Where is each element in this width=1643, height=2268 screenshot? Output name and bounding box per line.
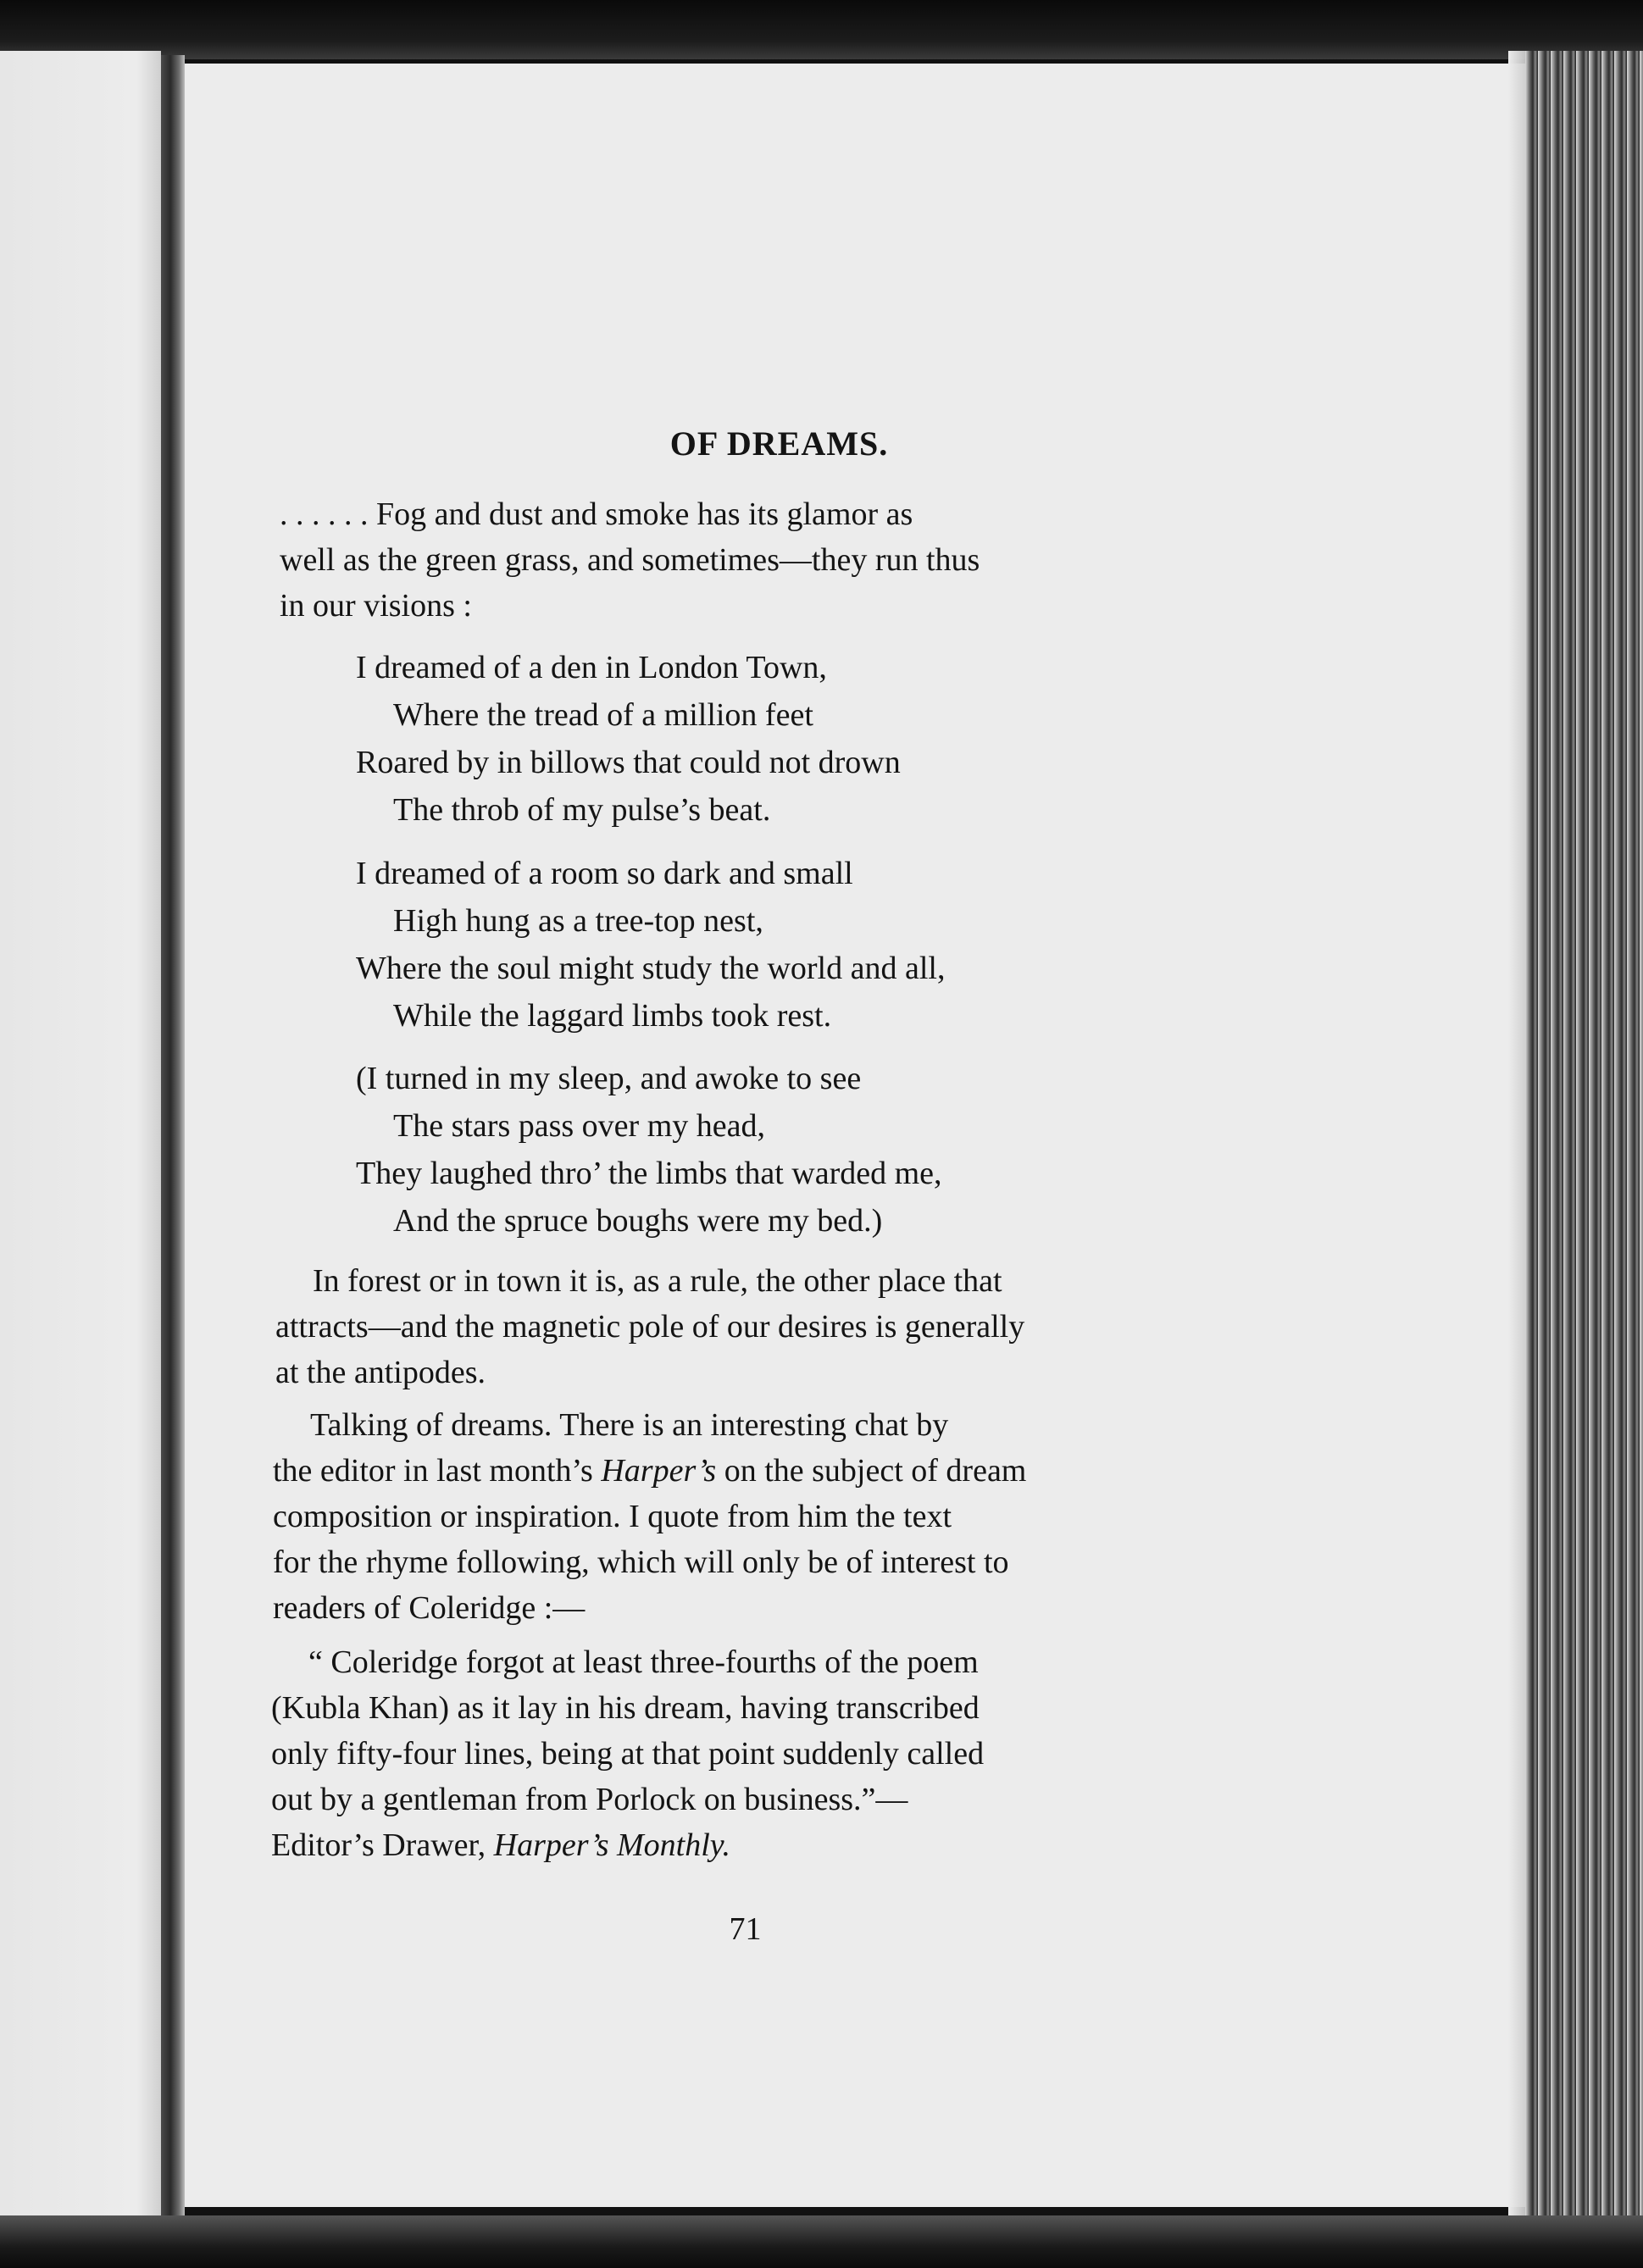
poem-line: While the laggard limbs took rest.	[393, 998, 832, 1034]
forest-line: at the antipodes.	[275, 1355, 486, 1390]
poem-line: They laughed thro’ the limbs that warded me,	[356, 1156, 942, 1191]
quote-line: (Kubla Khan) as it lay in his dream, having transcribed	[271, 1690, 980, 1726]
poem-line: Where the tread of a million feet	[393, 697, 813, 733]
quote-line: only fifty-four lines, being at that point suddenly called	[271, 1736, 985, 1772]
poem-stanza-3	[356, 1055, 942, 1245]
talking-line: composition or inspiration. I quote from him the text	[273, 1499, 952, 1534]
forest-line: In forest or in town it is, as a rule, the other place that	[313, 1263, 1002, 1299]
intro-line: in our visions :	[280, 588, 472, 624]
scan-bottom-border	[0, 2215, 1643, 2268]
talking-line-text: on the subject of dream	[716, 1453, 1027, 1489]
poem-stanza-1	[356, 644, 901, 834]
quote-attribution: Editor’s Drawer,	[271, 1827, 494, 1863]
poem-line: (I turned in my sleep, and awoke to see	[356, 1061, 862, 1096]
harpers-monthly-title: Harper’s Monthly.	[493, 1827, 731, 1863]
facing-page-margin	[0, 51, 161, 2220]
page-fore-edge	[1525, 51, 1643, 2237]
scan-top-border	[0, 0, 1643, 59]
poem-line: I dreamed of a room so dark and small	[356, 856, 853, 891]
intro-paragraph	[280, 491, 1237, 629]
poem-line: The stars pass over my head,	[393, 1108, 765, 1144]
talking-line: for the rhyme following, which will only be of interest to	[273, 1544, 1009, 1580]
coleridge-quote	[271, 1639, 1237, 1868]
talking-line-text: the editor in last month’s	[273, 1453, 602, 1489]
poem-stanza-2	[356, 850, 945, 1040]
forest-line: attracts—and the magnetic pole of our desires is generally	[275, 1309, 1025, 1345]
page-number: 71	[729, 1911, 762, 1947]
talking-paragraph	[273, 1402, 1237, 1631]
poem-line: High hung as a tree-top nest,	[393, 903, 763, 939]
quote-line: “ Coleridge forgot at least three-fourths of the poem	[308, 1644, 979, 1680]
poem-line: I dreamed of a den in London Town,	[356, 650, 827, 685]
intro-line: . . . . . . Fog and dust and smoke has its glamor as	[280, 496, 913, 532]
poem-line: Where the soul might study the world and all,	[356, 951, 946, 986]
intro-line: well as the green grass, and sometimes—they run thus	[280, 542, 980, 578]
quote-line	[271, 1822, 1237, 1868]
page-heading: OF DREAMS.	[669, 424, 889, 463]
talking-line	[273, 1448, 1237, 1494]
forest-paragraph	[275, 1258, 1237, 1395]
harpers-title: Harper’s	[601, 1453, 717, 1489]
poem-line: And the spruce boughs were my bed.)	[393, 1203, 883, 1239]
poem-line: The throb of my pulse’s beat.	[393, 792, 771, 828]
book-gutter	[161, 55, 185, 2220]
talking-line: readers of Coleridge :—	[273, 1590, 586, 1626]
quote-line: out by a gentleman from Porlock on business.”—	[271, 1782, 908, 1817]
poem-line: Roared by in billows that could not drown	[356, 745, 901, 780]
talking-line: Talking of dreams. There is an interesting chat by	[310, 1407, 949, 1443]
